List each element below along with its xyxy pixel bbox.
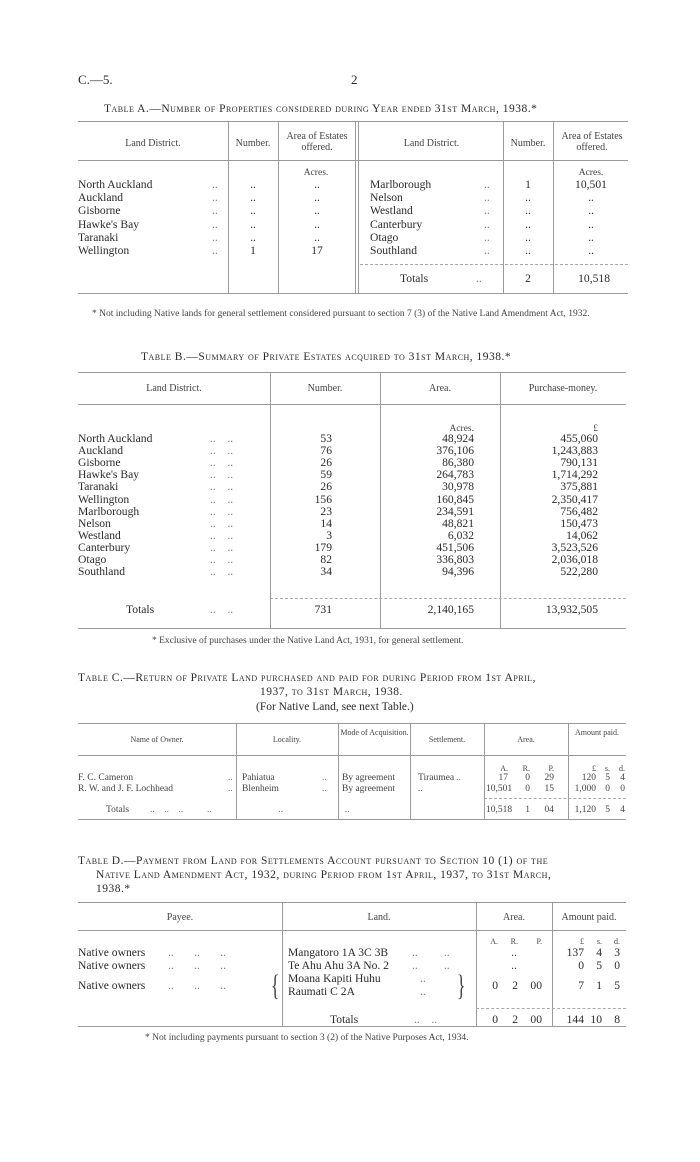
leader-dots: .. .. [210,540,234,554]
table-b-totals-label: Totals [126,603,155,616]
table-row-pounds: 120 [581,773,596,783]
table-row-area: 94,396 [442,565,474,579]
table-d-totals-dots: .. .. [414,1013,438,1026]
table-row-locality: Blenheim [242,784,279,794]
table-row-perches: 15 [544,784,554,794]
table-row-mode: By agreement [342,784,396,794]
table-d-header-area: Area. [503,912,525,923]
table-row-number: .. [525,244,531,257]
table-row-area: 234,591 [436,504,474,518]
table-row-district: Taranaki [78,480,119,494]
table-b-header-money: Purchase-money. [528,383,598,394]
unit-perches: P. [548,764,554,773]
table-d-title-line2: Native Land Amendment Act, 1932, during Period from 1st April, 1937, to 31st March, [96,869,552,881]
table-row-district: Otago [78,553,107,566]
leader-dots: .. [212,230,218,244]
table-a-totals-dots: .. [476,272,482,285]
table-c-subtitle: (For Native Land, see next Table.) [256,701,414,713]
table-row-number: 1 [250,244,256,257]
table-row-number: 59 [320,468,332,482]
leader-dots: .. .. [210,504,234,518]
table-row-pence: 0 [614,959,620,972]
table-row-area: 86,380 [442,456,474,470]
totals-perches: 04 [544,805,554,815]
totals-pence: 4 [620,805,625,815]
table-row-area: .. [588,244,594,257]
table-row-pence: 4 [620,773,625,783]
table-b-footnote: * Exclusive of purchases under the Native Land Act, 1931, for general settlement. [152,636,464,646]
table-row-district: Southland [370,244,418,257]
table-b-unit-area: Acres. [449,424,474,434]
page-reference: C.—5. [78,72,113,87]
table-b-totals-number: 731 [314,603,332,616]
table-row-shillings: 0 [605,784,610,794]
table-row-shillings: 5 [605,773,610,783]
table-row-district: Marlborough [370,178,432,191]
table-a-totals-label: Totals [400,272,429,285]
table-b-totals-dots: .. .. [210,603,234,616]
table-row-shillings: 5 [596,959,602,972]
table-row-money: 522,280 [560,565,598,579]
unit-shillings: s. [596,937,602,946]
table-c-title-line1: Table C.—Return of Private Land purchased and paid for during Period from 1st April, [78,672,537,684]
table-row-money: 756,482 [560,504,598,518]
table-b-title: Table B.—Summary of Private Estates acquired to 31st March, 1938.* [141,351,512,363]
table-row-area: .. [511,946,517,959]
totals-pounds: 144 [566,1013,584,1026]
table-row-district: Hawke's Bay [78,468,140,482]
table-a-header-district-right: Land District. [403,138,460,149]
table-b-header-area: Area. [429,383,451,394]
table-row-payee: Native owners [78,959,146,972]
table-row-number: 76 [320,444,332,458]
leader-dots: .. .. [210,456,234,470]
leader-dots: .. .. [412,959,450,972]
leader-dots: .. [484,178,490,191]
table-row-pounds: 1,000 [574,784,596,794]
table-row-number: 14 [320,516,332,530]
leader-dots: .. [228,773,233,783]
table-d-header-payee: Payee. [166,912,194,923]
table-row-area: 10,501 [575,178,607,191]
table-row-acres: 10,501 [486,784,513,794]
leader-dots: .. .. [412,946,450,959]
leader-dots: .. [484,191,490,205]
leader-dots: .. [484,217,490,231]
page-number: 2 [351,72,358,87]
table-row-area: .. [314,217,320,231]
table-row-area: 264,783 [436,468,474,482]
left-brace: { [270,969,280,1002]
table-row-district: Nelson [370,191,403,205]
table-row-area: .. [588,230,594,244]
totals-roods: 2 [512,1013,518,1026]
table-row-mode: By agreement [342,773,396,783]
table-row-district: Westland [78,528,121,542]
table-a-unit-right: Acres. [578,168,604,178]
table-row-district: North Auckland [78,432,153,445]
table-row-land: Moana Kapiti Huhu [288,972,381,985]
table-row-number: .. [525,230,531,244]
table-row-area: .. [588,191,594,205]
right-brace: } [456,969,466,1002]
table-a-header-district-left: Land District. [125,138,181,149]
table-row-number: 23 [320,504,332,518]
table-d-header-land: Land. [367,912,391,923]
table-row-number: 3 [326,528,332,542]
unit-roods: R. [510,937,518,946]
table-row-number: 26 [320,480,332,494]
table-row-district: Marlborough [78,504,140,518]
table-row-money: 455,060 [560,432,598,445]
table-row-roods: 2 [512,979,518,992]
leader-dots: .. .. .. [168,946,226,959]
table-row-district: North Auckland [78,178,153,191]
table-row-area: 376,106 [436,444,474,458]
table-row-number: 53 [320,432,332,445]
leader-dots: .. [456,773,461,783]
leader-dots: .. [484,244,490,257]
table-row-money: 2,036,018 [551,553,598,566]
table-c-header-mode: Mode of Acquisition. [340,728,409,737]
table-row-number: .. [250,178,256,191]
table-row-area: 48,821 [442,516,474,530]
table-d-title-line1: Table D.—Payment from Land for Settlements Account pursuant to Section 10 (1) of the [78,855,549,867]
table-row-number: 34 [320,565,332,579]
table-row-locality: Pahiatua [242,773,275,783]
table-row-area: .. [314,230,320,244]
leader-dots: .. [322,773,327,783]
unit-roods: R. [522,764,530,773]
table-d-title-line3: 1938.* [96,883,131,895]
table-row-payee: Native owners [78,979,146,992]
table-row-roods: 0 [525,773,530,783]
totals-pence: 8 [614,1013,620,1026]
leader-dots: .. [212,178,218,191]
table-row-number: .. [525,191,531,205]
table-row-settlement: .. [418,784,423,794]
table-row-number: .. [250,230,256,244]
table-row-pence: 0 [620,784,625,794]
table-row-pounds: 0 [578,959,584,972]
table-row-number: 1 [525,178,531,191]
leader-dots: .. .. [210,528,234,542]
leader-dots: .. .. [210,432,234,445]
leader-dots: .. [228,784,233,794]
table-row-owner: F. C. Cameron [78,773,134,783]
table-row-number: 82 [320,553,332,566]
unit-acres: A. [490,937,498,946]
leader-dots: .. .. [210,516,234,530]
table-c-header-settlement: Settlement. [428,735,466,744]
table-row-district: Canterbury [370,217,423,231]
totals-acres: 10,518 [486,805,513,815]
table-c-header-amount: Amount paid. [575,728,619,737]
table-row-money: 150,473 [560,516,598,530]
table-row-number: .. [250,217,256,231]
unit-perches: P. [536,937,542,946]
table-row-money: 2,350,417 [551,492,598,506]
leader-dots: .. .. [210,444,234,458]
table-row-pounds: 137 [566,946,584,959]
leader-dots: .. [212,204,218,218]
table-row-district: Wellington [78,492,130,506]
table-row-number: .. [525,217,531,231]
table-b-header-district: Land District. [146,383,202,394]
table-row-area: .. [511,959,517,972]
table-a-header-number-right: Number. [510,138,546,149]
table-row-money: 1,243,883 [551,444,598,458]
leader-dots: .. .. [210,565,234,579]
table-row-number: .. [250,191,256,205]
table-a-header-number-left: Number. [235,138,271,149]
leader-dots: .. .. [210,480,234,494]
table-b-totals-area: 2,140,165 [427,603,474,616]
table-row-district: Wellington [78,244,130,257]
table-row-district: Canterbury [78,540,131,554]
table-row-land: Te Ahu Ahu 3A No. 2 [288,959,389,972]
table-row-number: 179 [314,540,332,554]
table-b-header-number: Number. [307,383,343,394]
table-a-footnote: * Not including Native lands for general settlement considered pursuant to section 7 (3) of the Native Land Amendment Act, 1932. [92,309,590,319]
leader-dots: .. [420,972,426,985]
table-row-payee: Native owners [78,946,146,959]
table-row-money: 3,523,526 [551,540,598,554]
totals-pounds: 1,120 [574,805,596,815]
table-row-district: Nelson [78,516,111,530]
unit-pence: d. [619,764,625,773]
leader-dots: .. .. [210,553,234,566]
table-row-district: Westland [370,204,413,218]
table-row-district: Hawke's Bay [78,217,140,231]
table-row-area: .. [314,191,320,205]
table-row-land: Raumati C 2A [288,985,355,998]
table-d-totals-label: Totals [330,1013,359,1026]
totals-shillings: 5 [605,805,610,815]
leader-dots: .. [322,784,327,794]
table-a-totals-area: 10,518 [578,272,610,285]
unit-acres: A. [500,764,508,773]
table-row-district: Auckland [78,191,124,205]
unit-pounds: £ [580,937,584,946]
totals-acres: 0 [492,1013,498,1026]
table-c-header-area: Area. [517,735,535,744]
table-a-header-area-right: Area of Estates offered. [561,131,623,153]
table-b-unit-money: £ [593,424,598,434]
unit-shillings: s. [604,764,610,773]
table-row-district: Auckland [78,444,124,458]
leader-dots: .. [484,204,490,218]
table-row-money: 1,714,292 [551,468,598,482]
totals-shillings: 10 [590,1013,602,1026]
table-a-unit-left: Acres. [303,168,329,178]
table-row-number: .. [250,204,256,218]
table-row-area: 6,032 [447,528,474,542]
table-row-district: Southland [78,565,126,579]
table-row-money: 14,062 [566,528,598,542]
leader-dots: .. .. .. [168,959,226,972]
table-row-district: Otago [370,230,399,244]
table-row-area: 17 [311,244,323,257]
table-d-footnote: * Not including payments pursuant to section 3 (2) of the Native Purposes Act, 1934. [145,1033,469,1043]
leader-dots: .. .. [210,492,234,506]
table-row-number: 156 [314,492,332,506]
table-c-header-owner: Name of Owner. [130,735,184,744]
table-a-header-area-left: Area of Estates offered. [286,131,348,153]
table-row-settlement: Tiraumea [418,773,455,783]
table-row-number: 26 [320,456,332,470]
table-row-area: .. [314,204,320,218]
leader-dots: .. [212,191,218,205]
table-row-acres: 0 [492,979,498,992]
table-row-area: 160,845 [436,492,474,506]
table-row-area: 451,506 [436,540,474,554]
table-c-totals-dots: .. .. .. .. .. .. [150,805,350,815]
table-row-area: 30,978 [442,480,474,494]
table-c-title-line2: 1937, to 31st March, 1938. [260,686,403,698]
table-row-district: Gisborne [78,204,121,218]
leader-dots: .. [212,244,218,257]
table-row-area: .. [588,204,594,218]
leader-dots: .. [420,985,426,998]
table-row-roods: 0 [525,784,530,794]
table-row-district: Taranaki [78,230,119,244]
table-row-area: .. [314,178,320,191]
table-row-money: 790,131 [560,456,598,470]
table-row-area: 336,803 [436,553,474,566]
leader-dots: .. [212,217,218,231]
table-row-shillings: 1 [596,979,602,992]
table-row-shillings: 4 [596,946,602,959]
table-a-totals-number: 2 [525,272,531,285]
table-row-perches: 00 [530,979,542,992]
table-row-land: Mangatoro 1A 3C 3B [288,946,389,959]
table-d-header-amount: Amount paid. [561,912,617,923]
unit-pounds: £ [592,764,596,773]
table-row-pounds: 7 [578,979,584,992]
table-row-area: .. [588,217,594,231]
leader-dots: .. .. .. [168,979,226,992]
table-row-pence: 3 [614,946,620,959]
table-row-perches: 29 [544,773,554,783]
table-row-owner: R. W. and J. F. Lochhead [78,784,174,794]
leader-dots: .. .. [210,468,234,482]
table-row-area: 48,924 [442,432,474,445]
unit-pence: d. [614,937,620,946]
table-row-money: 375,881 [560,480,598,494]
totals-perches: 00 [530,1013,542,1026]
table-b-totals-money: 13,932,505 [545,603,598,616]
table-c-totals-label: Totals [106,805,130,815]
totals-roods: 1 [525,805,530,815]
table-a-title: Table A.—Number of Properties considered during Year ended 31st March, 1938.* [104,103,538,115]
table-row-district: Gisborne [78,456,121,470]
leader-dots: .. [484,230,490,244]
table-row-pence: 5 [614,979,620,992]
table-row-acres: 17 [498,773,508,783]
table-c-header-locality: Locality. [272,735,302,744]
table-row-number: .. [525,204,531,218]
